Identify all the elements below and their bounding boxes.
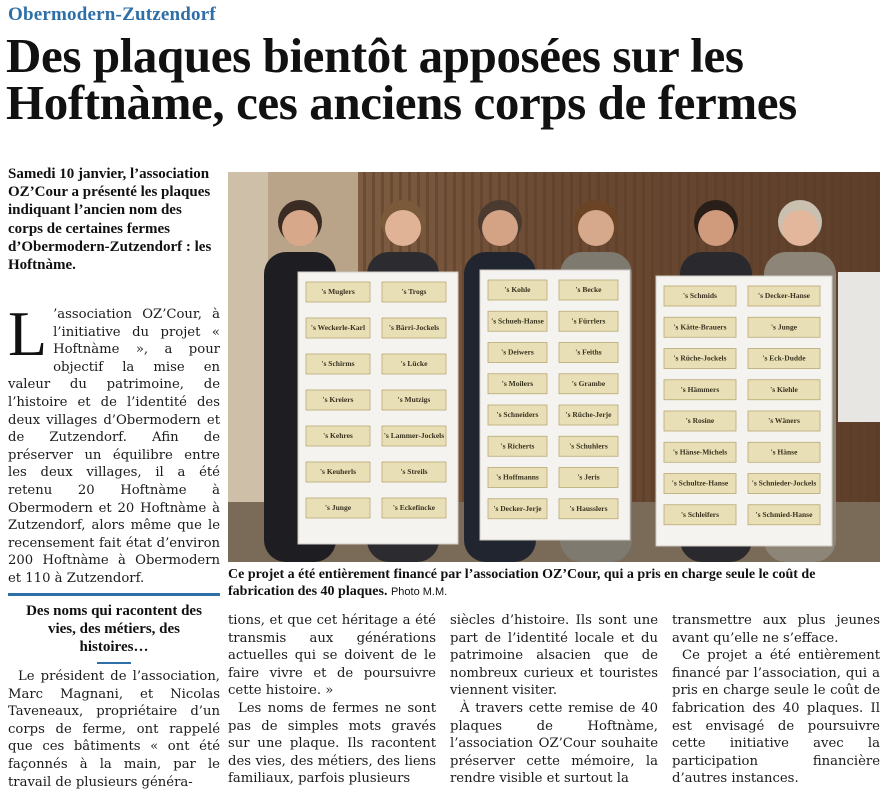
col3-paragraph-1: siècles d’histoire. Ils sont une part de l’identité locale et du patrimoine alsacien que de nombreux curieux et touristes viennent visiter. — [450, 613, 658, 699]
article-headline: Des plaques bientôt apposées sur les Hoftnàme, ces anciens corps de fermes — [6, 28, 797, 130]
plaque-label: 's Streils — [400, 467, 428, 476]
plaque-label: 's Deiwers — [501, 347, 534, 357]
col3-paragraph-2: À travers cette remise de 40 plaques de Hoftnàme, l’association OZ’Cour souhaite préserver cette mémoire, la rendre visible et surtout la — [450, 700, 658, 787]
name-plaque — [664, 349, 736, 369]
name-plaque — [559, 374, 618, 394]
article-standfirst: Samedi 10 janvier, l’association OZ’Cour a présenté les plaques indiquant l’ancien nom des corps de certaines fermes d’Obermodern-Zutzendorf : les Hoftnàme. — [8, 166, 212, 274]
plaque-label: 's Moilers — [501, 378, 534, 388]
plaque-label: 's Kiehle — [770, 384, 798, 394]
name-plaque — [306, 318, 370, 338]
plaque-label: 's Eckefincke — [392, 503, 436, 512]
plaque-label: 's Becke — [575, 285, 602, 294]
name-plaque — [664, 286, 736, 306]
plaque-label: 's Mutzigs — [397, 395, 431, 404]
name-plaque — [382, 390, 446, 410]
name-plaque — [488, 280, 547, 300]
plaque-board-left — [298, 272, 458, 544]
plaque-label: 's Schuhlers — [569, 441, 608, 451]
name-plaque — [382, 426, 446, 446]
column-3 — [450, 612, 658, 788]
plaque-label: 's Kätte-Brauers — [673, 322, 727, 332]
article-lead-paragraph — [8, 298, 220, 588]
name-plaque — [488, 468, 547, 488]
plaque-label: 's Schnieder-Jockels — [751, 478, 817, 488]
plaque-label: 's Rüche-Jockels — [673, 353, 727, 363]
name-plaque — [664, 317, 736, 337]
name-plaque — [559, 311, 618, 331]
plaque-label: 's Schultze-Hanse — [671, 478, 729, 488]
name-plaque — [559, 280, 618, 300]
plaque-label: 's Hausslers — [569, 503, 608, 513]
plaque-board-right — [656, 276, 832, 546]
plaque-label: 's Richerts — [500, 441, 535, 451]
name-plaque — [559, 343, 618, 363]
name-plaque — [488, 405, 547, 425]
plaque-label: 's Decker-Hanse — [757, 291, 811, 300]
lead-text: ’association OZ’Cour, à l’initiative du projet « Hoftnàme », a pour objectif la mise en valeur du patrimoine, de l’histoire et de l’identité des deux villages d’Obermodern et de Zutzendorf. Afin de préserver un équilibre entre les deux villages, il a été retenu 20 Hoftnàme à Obermodern et 20 Hoftnàme à Zutzendorf, alors même que le recensement fait état d’environ 200 Hoftnàme à Obermodern et 110 à Zutzendorf. — [8, 307, 220, 586]
col4-paragraph-2: Ce projet a été entièrement financé par l’association, qui a pris en charge seule le coût de fabrication des 40 plaques. Il est envisagé de poursuivre cette initiative avec la participation financière d’autres instances. — [672, 648, 880, 787]
name-plaque — [559, 405, 618, 425]
intertitle-box — [8, 593, 220, 664]
plaque-label: 's Jeris — [577, 472, 600, 482]
plaque-label: 's Grambe — [571, 378, 606, 388]
name-plaque — [488, 311, 547, 331]
article-photo — [228, 172, 880, 562]
plaque-label: 's Fürrlers — [571, 316, 606, 326]
plaque-label: 's Kohle — [504, 285, 531, 294]
section-kicker: Obermodern-Zutzendorf — [8, 4, 216, 25]
plaque-label: 's Trogs — [401, 287, 427, 296]
plaque-board-middle — [480, 270, 630, 540]
name-plaque — [382, 462, 446, 482]
col4-paragraph-1: transmettre aux plus jeunes avant qu’elle ne s’efface. — [672, 613, 880, 646]
name-plaque — [748, 286, 820, 306]
col2-paragraph-1: tions, et que cet héritage a été transmis aux générations actuelles qui se doivent de le faire vivre et de poursuivre cette histoire. » — [228, 613, 436, 699]
name-plaque — [664, 442, 736, 462]
column-1-continued: Le président de l’association, Marc Magnani, et Nicolas Taveneaux, propriétaire d’un corps de ferme, ont rappelé que ces bâtiments « ont été façonnés à la main, par le travail de plusieurs généra- — [8, 669, 220, 790]
plaque-label: 's Lücke — [400, 359, 428, 368]
plaque-label: 's Bärri-Jockels — [388, 323, 440, 332]
plaque-label: 's Rüche-Jerje — [565, 410, 612, 419]
group-photo-with-plaques — [228, 172, 880, 562]
name-plaque — [306, 282, 370, 302]
plaque-label: 's Schueh-Hanse — [491, 316, 544, 326]
column-2 — [228, 612, 436, 788]
plaque-label: 's Hämmers — [680, 384, 720, 394]
name-plaque — [559, 436, 618, 456]
plaque-label: 's Lammer-Jockels — [383, 431, 445, 440]
name-plaque — [488, 374, 547, 394]
plaque-label: 's Schleifers — [680, 509, 720, 519]
plaque-label: 's Wäners — [768, 416, 800, 425]
plaque-label: 's Weckerle-Karl — [310, 323, 366, 332]
plaque-label: 's Keuherls — [319, 467, 357, 476]
plaque-label: 's Schirms — [321, 359, 355, 368]
caption-text: Ce projet a été entièrement financé par l’association OZ’Cour, qui a pris en charge seule le coût de fabrication des 40 plaques. — [228, 567, 816, 599]
name-plaque — [748, 380, 820, 400]
plaque-label: 's Junge — [770, 322, 798, 332]
plaque-label: 's Decker-Jerje — [493, 503, 542, 513]
name-plaque — [748, 442, 820, 462]
name-plaque — [306, 462, 370, 482]
plaque-label: 's Eck-Dudde — [762, 353, 806, 363]
name-plaque — [488, 343, 547, 363]
name-plaque — [748, 474, 820, 494]
plaque-label: 's Muglers — [321, 287, 355, 296]
name-plaque — [664, 474, 736, 494]
photo-credit: Photo M.M. — [390, 586, 448, 598]
name-plaque — [306, 498, 370, 518]
plaque-label: 's Kreiers — [322, 395, 354, 404]
name-plaque — [306, 354, 370, 374]
name-plaque — [306, 390, 370, 410]
intertitle: Des noms qui racontent des vies, des métiers, des histoires… — [26, 603, 202, 655]
plaque-label: 's Hänse — [770, 447, 798, 457]
name-plaque — [382, 318, 446, 338]
name-plaque — [559, 468, 618, 488]
name-plaque — [664, 505, 736, 525]
plaque-label: 's Schmids — [683, 291, 717, 300]
name-plaque — [382, 354, 446, 374]
plaque-label: 's Rosine — [685, 416, 715, 425]
plaque-label: 's Kehres — [323, 431, 353, 440]
plaque-label: 's Hoffmanns — [496, 472, 539, 482]
name-plaque — [382, 498, 446, 518]
plaque-label: 's Feiths — [575, 347, 602, 357]
name-plaque — [664, 411, 736, 431]
intertitle-rule — [97, 662, 131, 664]
name-plaque — [664, 380, 736, 400]
name-plaque — [748, 505, 820, 525]
drop-cap: L — [8, 298, 48, 369]
name-plaque — [306, 426, 370, 446]
name-plaque — [748, 411, 820, 431]
plaque-label: 's Junge — [324, 503, 352, 512]
plaque-label: 's Schneiders — [496, 410, 539, 419]
plaque-label: 's Schmied-Hanse — [755, 509, 813, 519]
name-plaque — [382, 282, 446, 302]
col2-paragraph-2: Les noms de fermes ne sont pas de simples mots gravés sur une plaque. Ils racontent des vies, des métiers, des liens familiaux, parfois plusieurs — [228, 700, 436, 787]
name-plaque — [559, 499, 618, 519]
name-plaque — [488, 436, 547, 456]
name-plaque — [748, 349, 820, 369]
photo-caption — [228, 566, 880, 601]
plaque-label: 's Hänse-Michels — [672, 447, 728, 457]
name-plaque — [488, 499, 547, 519]
column-4 — [672, 612, 880, 788]
name-plaque — [748, 317, 820, 337]
